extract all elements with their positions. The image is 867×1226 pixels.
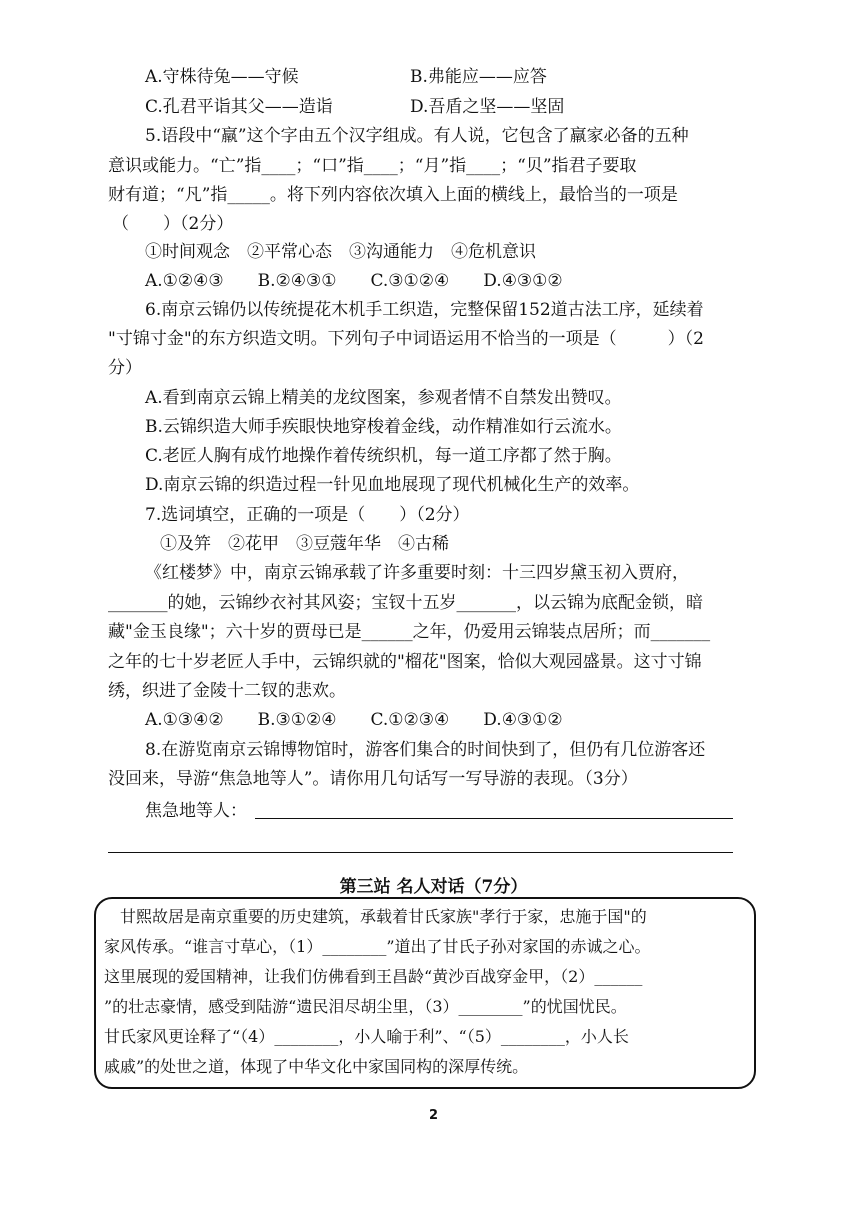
q6-stem-line3: 分） <box>108 358 142 378</box>
q5-options: A.①②④③ B.②④③① C.③①②④ D.④③①② <box>145 271 563 291</box>
q7-passage-line4: 之年的七十岁老匠人手中，云锦织就的"榴花"图案，恰似大观园盛景。这寸寸锦 <box>108 652 702 672</box>
q4-option-a: A.守株待兔——守候 <box>145 67 299 87</box>
section3-line5: 甘氏家风更诠释了“（4）________，小人喻于利”、“（5）________，小人长 <box>104 1027 629 1046</box>
q8-stem-line1: 8.在游览南京云锦博物馆时，游客们集合的时间快到了，但仍有几位游客还 <box>145 740 706 760</box>
q8-prompt: 焦急地等人： <box>145 801 247 821</box>
section3-line6: 戚戚”的处世之道，体现了中华文化中家国同构的深厚传统。 <box>104 1057 529 1076</box>
q6-option-a: A.看到南京云锦上精美的龙纹图案，参观者情不自禁发出赞叹。 <box>145 388 622 408</box>
q4-option-b: B.弗能应——应答 <box>410 67 547 87</box>
q7-passage-line3: 藏"金玉良缘"；六十岁的贾母已是______之年，仍爱用云锦装点居所；而_______ <box>108 622 711 642</box>
q4-option-c: C.孔君平诣其父——造诣 <box>145 97 333 117</box>
q7-passage-line5: 绣，织进了金陵十二钗的悲欢。 <box>108 681 346 701</box>
q6-stem-line1: 6.南京云锦仍以传统提花木机手工织造，完整保留152道古法工序，延续着 <box>145 300 704 320</box>
q5-stem-line3: 财有道；“凡”指_____。将下列内容依次填入上面的横线上，最恰当的一项是 <box>108 185 678 205</box>
q7-options: A.①③④② B.③①②④ C.①②③④ D.④③①② <box>145 710 563 730</box>
section3-line1: 甘熙故居是南京重要的历史建筑，承载着甘氏家族"孝行于家，忠施于国"的 <box>120 907 647 926</box>
q8-stem-line2: 没回来，导游“焦急地等人”。请你用几句话写一写导游的表现。（3分） <box>108 769 638 789</box>
q6-stem-line2: "寸锦寸金"的东方织造文明。下列句子中词语运用不恰当的一项是（ ）（2 <box>108 329 704 349</box>
q8-answer-line-1[interactable] <box>255 818 733 819</box>
section3-line4: ”的壮志豪情，感受到陆游“遗民泪尽胡尘里，（3）________”的忧国忧民。 <box>104 997 627 1016</box>
section3-heading: 第三站 名人对话（7分） <box>339 877 528 897</box>
section3-line3: 这里展现的爱国精神，让我们仿佛看到王昌龄“黄沙百战穿金甲，（2）______ <box>104 967 643 986</box>
q7-passage-line2: _______的她，云锦纱衣衬其风姿；宝钗十五岁_______，以云锦为底配金锁，暗 <box>108 593 703 613</box>
q5-stem-line1: 5.语段中“羸”这个字由五个汉字组成。有人说，它包含了羸家必备的五种 <box>145 126 689 146</box>
section3-line2: 家风传承。“谁言寸草心，（1）________”道出了甘氏子孙对家国的赤诚之心。 <box>104 937 651 956</box>
q7-items: ①及笄 ②花甲 ③豆蔻年华 ④古稀 <box>160 534 449 554</box>
q6-option-c: C.老匠人胸有成竹地操作着传统织机，每一道工序都了然于胸。 <box>145 446 622 466</box>
q8-answer-line-2[interactable] <box>108 852 733 853</box>
q5-stem-line2: 意识或能力。“亡”指____；“口”指____；“月”指____；“贝”指君子要取 <box>108 156 637 176</box>
q4-option-d: D.吾盾之坚——坚固 <box>410 97 565 117</box>
q6-option-d: D.南京云锦的织造过程一针见血地展现了现代机械化生产的效率。 <box>145 475 640 495</box>
q7-stem: 7.选词填空，正确的一项是（ ）（2分） <box>145 505 470 525</box>
q6-option-b: B.云锦织造大师手疾眼快地穿梭着金线，动作精准如行云流水。 <box>145 417 622 437</box>
page-number: 2 <box>428 1108 439 1123</box>
q7-passage-line1: 《红楼梦》中，南京云锦承载了许多重要时刻：十三四岁黛玉初入贾府， <box>145 563 689 583</box>
q5-stem-line4: （ ）（2分） <box>112 214 234 234</box>
q5-items: ①时间观念 ②平常心态 ③沟通能力 ④危机意识 <box>145 242 536 262</box>
